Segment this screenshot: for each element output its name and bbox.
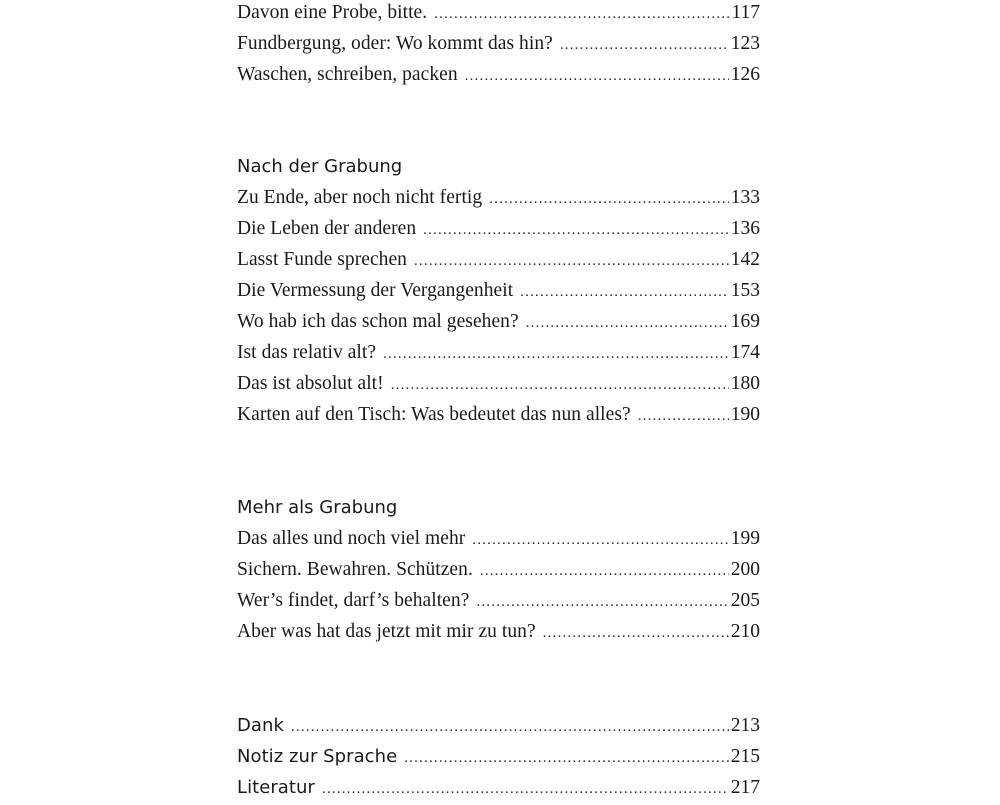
toc-entry-page: 210 <box>730 621 760 642</box>
toc-entry[interactable] <box>237 213 760 244</box>
section-heading: Nach der Grabung <box>237 156 403 177</box>
toc-entry-page: 190 <box>730 404 760 425</box>
dot-leader <box>638 401 729 432</box>
toc-entry[interactable] <box>237 275 760 306</box>
toc-entry[interactable] <box>237 306 760 337</box>
toc-entry-page: 169 <box>730 311 760 332</box>
toc-entry-title: Fundbergung, oder: Wo kommt das hin? <box>237 33 553 54</box>
toc-entry[interactable] <box>237 616 760 647</box>
toc-entry-title: Karten auf den Tisch: Was bedeutet das nun alles? <box>237 404 631 425</box>
toc-section-mehr-als-grabung <box>237 492 760 647</box>
section-heading: Mehr als Grabung <box>237 497 398 518</box>
toc-entry[interactable] <box>237 741 760 772</box>
toc-continued-entries <box>237 0 760 90</box>
toc-entry[interactable] <box>237 182 760 213</box>
toc-entry[interactable] <box>237 772 760 803</box>
toc-entry-page: 200 <box>730 559 760 580</box>
toc-entry[interactable] <box>237 399 760 430</box>
dot-leader <box>476 587 728 618</box>
toc-entry-page: 199 <box>730 528 760 549</box>
toc-entry-page: 213 <box>730 715 760 736</box>
toc-entry-title: Das alles und noch viel mehr <box>237 528 466 549</box>
dot-leader <box>480 556 729 587</box>
toc-entry-title: Dank <box>237 715 284 736</box>
toc-section-nach-der-grabung <box>237 151 760 430</box>
dot-leader <box>414 246 729 277</box>
toc-entry[interactable] <box>237 523 760 554</box>
dot-leader <box>383 339 729 370</box>
toc-entry-page: 217 <box>730 777 760 798</box>
toc-entry[interactable] <box>237 554 760 585</box>
dot-leader <box>291 712 729 743</box>
dot-leader <box>434 0 729 30</box>
dot-leader <box>489 184 729 215</box>
dot-leader <box>526 308 729 339</box>
toc-entry-title: Wo hab ich das schon mal gesehen? <box>237 311 519 332</box>
toc-entry-title: Die Vermessung der Vergangenheit <box>237 280 514 301</box>
toc-entry-title: Davon eine Probe, bitte. <box>237 2 428 23</box>
toc-entry-page: 153 <box>730 280 760 301</box>
dot-leader <box>391 370 729 401</box>
toc-entry[interactable] <box>237 710 760 741</box>
toc-entry-title: Zu Ende, aber noch nicht fertig <box>237 187 483 208</box>
toc-entry[interactable] <box>237 585 760 616</box>
dot-leader <box>404 743 729 774</box>
dot-leader <box>543 618 729 649</box>
toc-entry-page: 117 <box>731 2 760 23</box>
toc-entry-title: Literatur <box>237 777 315 798</box>
toc-entry-title: Die Leben der anderen <box>237 218 417 239</box>
toc-entry-page: 205 <box>730 590 760 611</box>
toc-entry-page: 180 <box>730 373 760 394</box>
toc-entry-title: Lasst Funde sprechen <box>237 249 407 270</box>
toc-entry-title: Wer’s findet, darf’s behalten? <box>237 590 470 611</box>
dot-leader <box>423 215 729 246</box>
toc-entry[interactable] <box>237 368 760 399</box>
toc-entry-title: Sichern. Bewahren. Schützen. <box>237 559 473 580</box>
toc-entry-page: 123 <box>730 33 760 54</box>
dot-leader <box>560 30 729 61</box>
toc-entry-title: Waschen, schreiben, packen <box>237 64 458 85</box>
dot-leader <box>465 61 729 92</box>
dot-leader <box>472 525 728 556</box>
toc-entry-page: 142 <box>730 249 760 270</box>
toc-entry[interactable] <box>237 59 760 90</box>
toc-entry[interactable] <box>237 244 760 275</box>
toc-entry-title: Ist das relativ alt? <box>237 342 377 363</box>
toc-entry-title: Notiz zur Sprache <box>237 746 398 767</box>
toc-entry[interactable] <box>237 337 760 368</box>
toc-entry-page: 133 <box>730 187 760 208</box>
toc-entry[interactable] <box>237 28 760 59</box>
toc-entry-page: 215 <box>730 746 760 767</box>
toc-entry-title: Das ist absolut alt! <box>237 373 384 394</box>
dot-leader <box>520 277 729 308</box>
toc-back-matter <box>237 710 760 803</box>
toc-entry-page: 174 <box>730 342 760 363</box>
toc-entry-page: 136 <box>730 218 760 239</box>
toc-entry-page: 126 <box>730 64 760 85</box>
dot-leader <box>322 774 729 805</box>
toc-entry-title: Aber was hat das jetzt mit mir zu tun? <box>237 621 536 642</box>
toc-entry[interactable] <box>237 0 760 28</box>
